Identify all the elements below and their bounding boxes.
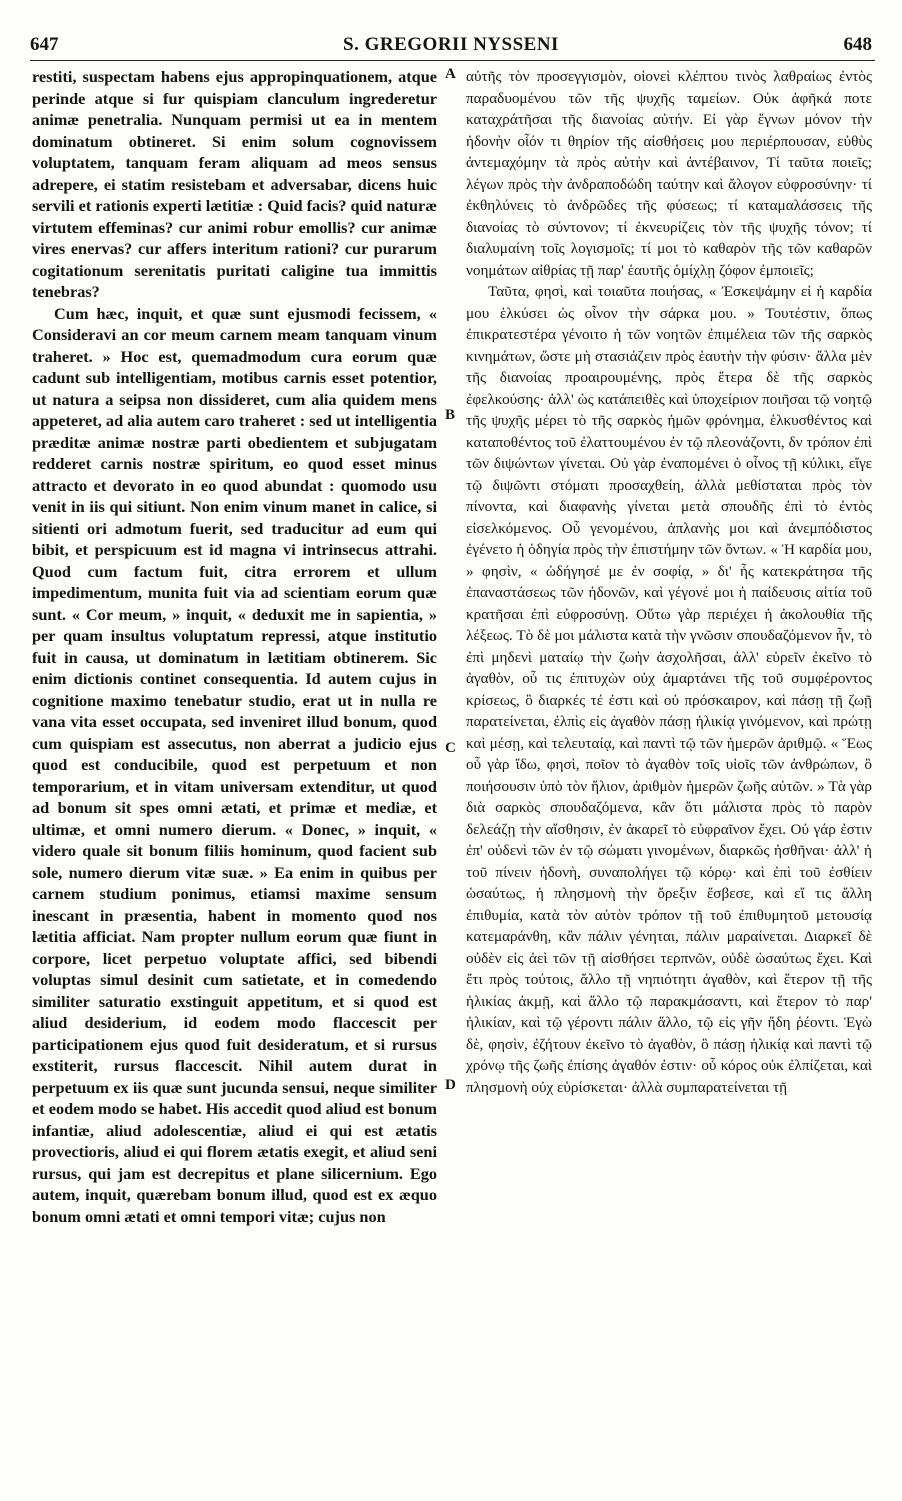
header-rule xyxy=(30,60,875,61)
running-header xyxy=(30,34,872,56)
page-number-right: 648 xyxy=(843,34,872,55)
margin-marker-a: A xyxy=(445,66,456,82)
margin-marker-b: B xyxy=(445,407,456,423)
margin-marker-c: C xyxy=(445,740,456,756)
running-title: S. GREGORII NYSSENI xyxy=(343,34,559,55)
latin-column xyxy=(32,66,437,1227)
margin-marker-d: D xyxy=(445,1077,456,1093)
page-number-left: 647 xyxy=(30,34,59,55)
latin-paragraph-2: Cum hæc, inquit, et quæ sunt ejusmodi fecissem, « Consideravi an cor meum carnem meam tanquam vinum traheret. » Hoc est, quemadmodum cura eorum quæ cadunt sub intelligentiam, motibus carnis esset potentior, ut natura a seipsa non dissideret, cum alia quidem mens appeteret, ad alia autem caro traheret : sed ut intelligentia præditæ animæ nostræ parti obedientem et subjugatam redderet carnis nostræ spiritum, eo quod esset minus attracto et devorato in eo quod abundat : quomodo usu venit in iis qui sitiunt. Non enim vinum manet in calice, si sitienti ori admotum fuerit, sed traducitur ad eum qui bibit, et perspicuum est id magna vi intrinsecus attrahi. Quod cum factum fuit, citra errorem et ullum impedimentum, munita fuit via ad scientiam eorum quæ sunt. « Cor meum, » inquit, « deduxit me in sapientia, » per quam insultus voluptatum repressi, atque institutio fuit in causa, ut dominatum in lætitiam obtinerem. Sic enim dictionis continet consequentia. Id autem cujus in cognitione maximo tenebatur studio, erat ut in nulla re vana vita esset occupata, sed inveniret illud bonum, quod cum quispiam est assecutus, non aberrat a judicio ejus quod est conducibile, quod est perpetuum et non temporarium, et in vitam universam extenditur, ut quod ad bonum sit spes omni ætati, et primæ et mediæ, et ultimæ, et omni numero dierum. « Donec, » inquit, « videro quale sit bonum filiis hominum, quod facient sub sole, numero dierum vitæ suæ. » Ea enim in quibus per carnem studium ponimus, etiamsi maxime sensum inescant in præsentia, habent in momento quod nos lætitia afficiat. Nam propter nullum eorum quæ fiunt in corpore, licet perpetuo voluptate affici, sed bibendi voluptas simul desinit cum satietate, et in comedendo similiter saturatio exstinguit appetitum, et si quod est aliud desiderium, id eodem modo flaccescit per participationem ejus quod fuit desideratum, et si rursus exstiterit, rursus flaccescit. Nihil autem durat in perpetuum ex iis quæ sunt jucunda sensui, neque similiter et eodem modo se habet. His accedit quod aliud est bonum infantiæ, aliud adolescentiæ, aliud ei qui est ætatis provectioris, aliud ei qui florem ætatis exegit, et aliud seni rursus, qui jam est decrepitus et plane silicernium. Ego autem, inquit, quærebam bonum illud, quod est ex æquo bonum omni ætati et omni tempori vitæ; cujus non xyxy=(32,303,437,1226)
greek-column xyxy=(466,66,872,1098)
greek-paragraph-2: Ταῦτα, φησὶ, καὶ τοιαῦτα ποιήσας, « Ἐσκεψάμην εἰ ἡ καρδία μου ἑλκύσει ὡς οἶνον τὴν σάρκα μου. » Τουτέστιν, ὅπως ἐπικρατεστέρα γένοιτο ἡ τῶν νοητῶν ἐπιμέλεια τῶν τῆς σαρκὸς κινημάτων, ὥστε μὴ στασιάζειν πρὸς ἑαυτὴν τὴν φύσιν· ἄλλα μὲν τῆς διανοίας προαιρουμένης, πρὸς ἕτερα δὲ τῆς σαρκὸς ἐφελκούσης· ἀλλ' ὡς κατάπειθὲς καὶ ὑποχείριον ποιῆσαι τῷ νοητῷ τῆς ψυχῆς μέρει τὸ τῆς σαρκὸς ἡμῶν φρόνημα, ἑλκυσθέντος καὶ καταποθέντος τοῦ ἐλαττουμένου ἐν τῷ πλεονάζοντι, δν τρόπον ἐπὶ τῶν διψώντων γίνεται. Οὐ γὰρ ἐναπομένει ὁ οἶνος τῇ κύλικι, εἴγε τῷ διψῶντι στόματι προσαχθείη, ἀλλὰ μεθίσταται πρὸς τὸν πίνοντα, καὶ διαφανὴς γίνεται μετὰ σπουδῆς ἐπὶ τὸ ἐντὸς εἰσελκόμενος. Οὗ γενομένου, ἀπλανὴς μοι καὶ ἀνεμπόδιστος ἐγένετο ἡ ὁδηγία πρὸς τὴν ἐπιστήμην τῶν ὄντων. « Ἡ καρδία μου, » φησὶν, « ὡδήγησέ με ἐν σοφίᾳ, » δι' ἧς κατεκράτησα τῆς ἐπαναστάσεως τῶν ἡδονῶν, καὶ γέγονέ μοι ἡ παίδευσις αἰτία τοῦ κρατῆσαι ἐπὶ εὐφροσύνῃ. Οὕτω γὰρ περιέχει ἡ ἀκολουθία τῆς λέξεως. Τὸ δὲ μοι μάλιστα κατὰ τὴν γνῶσιν σπουδαζόμενον ἦν, τὸ ἐπὶ μηδενὶ ματαίῳ τὴν ζωὴν ἀσχολῆσαι, ἀλλ' εὑρεῖν ἐκεῖνο τὸ ἀγαθὸν, οὗ τις ἐπιτυχὼν οὐχ ἁμαρτάνει τῆς τοῦ συμφέροντος κρίσεως, ὃ διαρκές τέ ἐστι καὶ οὐ πρόσκαιρον, καὶ πάσῃ τῇ ζωῇ παρατείνεται, ἐλπὶς εἰς ἀγαθὸν πάσῃ ἡλικίᾳ γινόμενον, καὶ πρώτῃ καὶ μέσῃ, καὶ τελευταίᾳ, καὶ παντὶ τῷ τῶν ἡμερῶν ἀριθμῷ. « Ἕως οὗ γὰρ ἴδω, φησὶ, ποῖον τὸ ἀγαθὸν τοῖς υἱοῖς τῶν ἀνθρώπων, ὃ ποιήσουσιν ὑπὸ τὸν ἥλιον, ἀριθμὸν ἡμερῶν ζωῆς αὐτῶν. » Τὰ γὰρ διὰ σαρκὸς σπουδαζόμενα, κἂν ὅτι μάλιστα πρὸς τὸ παρὸν δελεάζῃ τὴν αἴσθησιν, ἐν ἀκαρεῖ τὸ εὐφραῖνον ἔχει. Οὐ γάρ ἐστιν ἐπ' οὐδενὶ τῶν ἐν τῷ σώματι γινομένων, διαρκῶς ἡσθῆναι· ἀλλ' ἡ τοῦ πίνειν ἡδονὴ, συναπολήγει τῷ κόρῳ· καὶ ἐπὶ τοῦ ἐσθίειν ὡσαύτως, ἡ πλησμονὴ τὴν ὄρεξιν ἔσβεσε, καὶ εἴ τις ἄλλη ἐπιθυμία, κατὰ τὸν αὐτὸν τρόπον τῇ τοῦ ἐπιθυμητοῦ μετουσίᾳ κατεμαράνθη, κἂν πάλιν γένηται, πάλιν μαραίνεται. Διαρκεῖ δὲ οὐδὲν εἰς ἀεὶ τῶν τῇ αἰσθήσει τερπνῶν, οὐδὲ ὡσαύτως ἔχει. Καὶ ἔτι πρὸς τούτοις, ἄλλο τῇ νηπιότητι ἀγαθὸν, καὶ ἕτερον τῇ τῆς ἡλικίας ἀκμῇ, καὶ ἄλλο τῷ παρακμάσαντι, καὶ ἕτερον τὸ παρ' ἡλικίαν, καὶ τῷ γέροντι πάλιν ἄλλο, τῷ εἰς γῆν ἤδη ῥέοντι. Ἐγὼ δὲ, φησὶν, ἐζήτουν ἐκεῖνο τὸ ἀγαθὸν, ὃ πάσῃ ἡλικίᾳ καὶ παντὶ τῷ χρόνῳ τῆς ζωῆς ἐπίσης ἀγαθόν ἐστιν· οὗ κόρος οὐκ ἐλπίζεται, καὶ πλησμονὴ οὐχ εὑρίσκεται· ἀλλὰ συμπαρατείνεται τῇ xyxy=(466,283,872,1096)
latin-paragraph-1: restiti, suspectam habens ejus appropinquationem, atque perinde atque si fur quispiam clanculum ingrederetur animæ penetralia. Nunquam permisi ut ea in mentem dominatum obtineret. Si enim solum cognovissem voluptatem, tanquam feram aliquam ad meos sensus adrepere, ei statim resistebam et adversabar, dicens huic servili et rationis experti lætitiæ : Quid facis? quid naturæ virtutem effeminas? cur animi robur emollis? cur animæ vires enervas? cur affers interitum rationi? cur purarum cogitationum serenitatis puritati caligine tua immittis tenebras? xyxy=(32,67,437,301)
greek-paragraph-1: αὐτῆς τὸν προσεγγισμὸν, οἱονεὶ κλέπτου τινὸς λαθραίως ἐντὸς παραδυομένου τῶν τῆς ψυχῆς ταμείων. Οὐκ ἀφῆκά ποτε καταχράτῆσαι τῆς διανοίας αὐτήν. Εἰ γὰρ ἔγνων μόνον τὴν ἡδονὴν οἷόν τι θηρίον τῆς αἰσθήσεις μου περιέρπουσαν, εὐθὺς ἀντεμαχόμην τὰ πρὸς αὐτὴν καὶ ἀντέβαινον, Τί ταῦτα ποιεῖς; λέγων πρὸς τὴν ἀνδραποδώδη ταύτην καὶ ἄλογον εὐφροσύνην· τί ἐκθηλύνεις τὸ ἀνδρῶδες τῆς φύσεως; τί καταμαλάσσεις τῆς διανοίας τὸ σύντονον; τί ἐκνευρίζεις τὸν τῆς ψυχῆς τόνον; τί διαλυμαίνη τοῖς λογισμοῖς; τί μοι τὸ καθαρὸν τῆς τῶν καθαρῶν νοημάτων αἰθρίας τῇ παρ' ἑαυτῆς ὁμίχλῃ ζόφον ἐμποιεῖς; xyxy=(466,68,872,279)
